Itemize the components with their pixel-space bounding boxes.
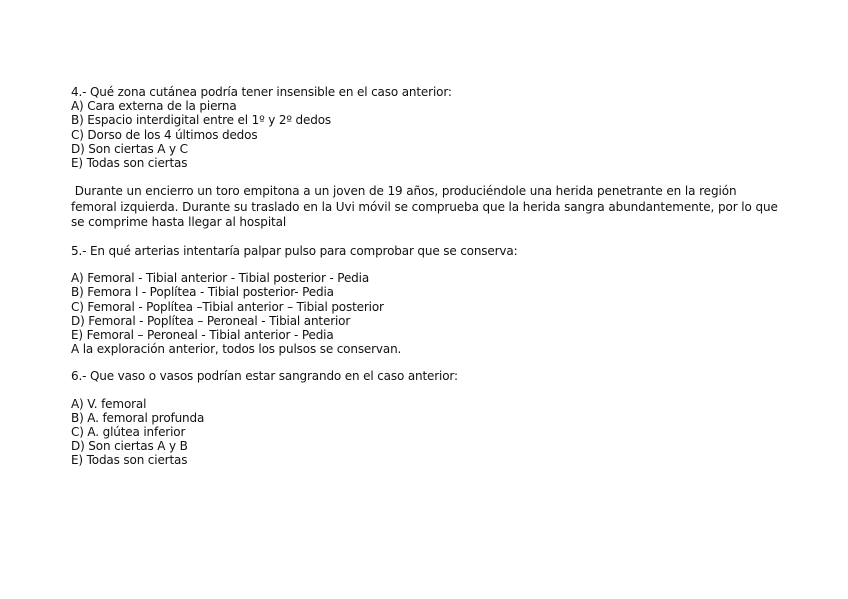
q4-option-a: A) Cara externa de la pierna (71, 99, 237, 114)
q5-option-d: D) Femoral - Poplítea – Peroneal - Tibial anterior (71, 313, 351, 328)
case-description: Durante un encierro un toro empitona a un joven de 19 años, produciéndole una herida penetrante en la región femoral izquierda. Durante su traslado en la Uvi móvil se comprueba que la herida sangra abundantemente, por lo que se comprime hasta llegar al hospital (71, 184, 782, 230)
question-5: 5.- En qué arterias intentaría palpar pulso para comprobar que se conserva: (71, 244, 518, 258)
question-6: 6.- Que vaso o vasos podrían estar sangrando en el caso anterior: (71, 369, 458, 384)
q6-option-a: A) V. femoral (71, 396, 147, 411)
q5-option-e: E) Femoral – Peroneal - Tibial anterior - Pedia (71, 328, 334, 343)
q6-option-c: C) A. glútea inferior (71, 425, 186, 440)
question-4: 4.- Qué zona cutánea podría tener insensible en el caso anterior: (71, 85, 452, 99)
q5-option-b: B) Femora l - Poplítea - Tibial posterior- Pedia (71, 285, 334, 300)
q5-option-a: A) Femoral - Tibial anterior - Tibial posterior - Pedia (71, 271, 370, 286)
document-content (71, 85, 781, 468)
q6-option-e: E) Todas son ciertas (71, 453, 188, 468)
q6-option-d: D) Son ciertas A y B (71, 439, 188, 454)
q5-note: A la exploración anterior, todos los pulsos se conservan. (71, 342, 402, 357)
q4-option-b: B) Espacio interdigital entre el 1º y 2º dedos (71, 113, 332, 128)
q5-option-c: C) Femoral - Poplítea –Tibial anterior – Tibial posterior (71, 299, 384, 314)
q6-option-b: B) A. femoral profunda (71, 410, 205, 425)
q4-option-e: E) Todas son ciertas (71, 156, 188, 171)
q4-option-c: C) Dorso de los 4 últimos dedos (71, 127, 258, 142)
q4-option-d: D) Son ciertas A y C (71, 141, 188, 156)
